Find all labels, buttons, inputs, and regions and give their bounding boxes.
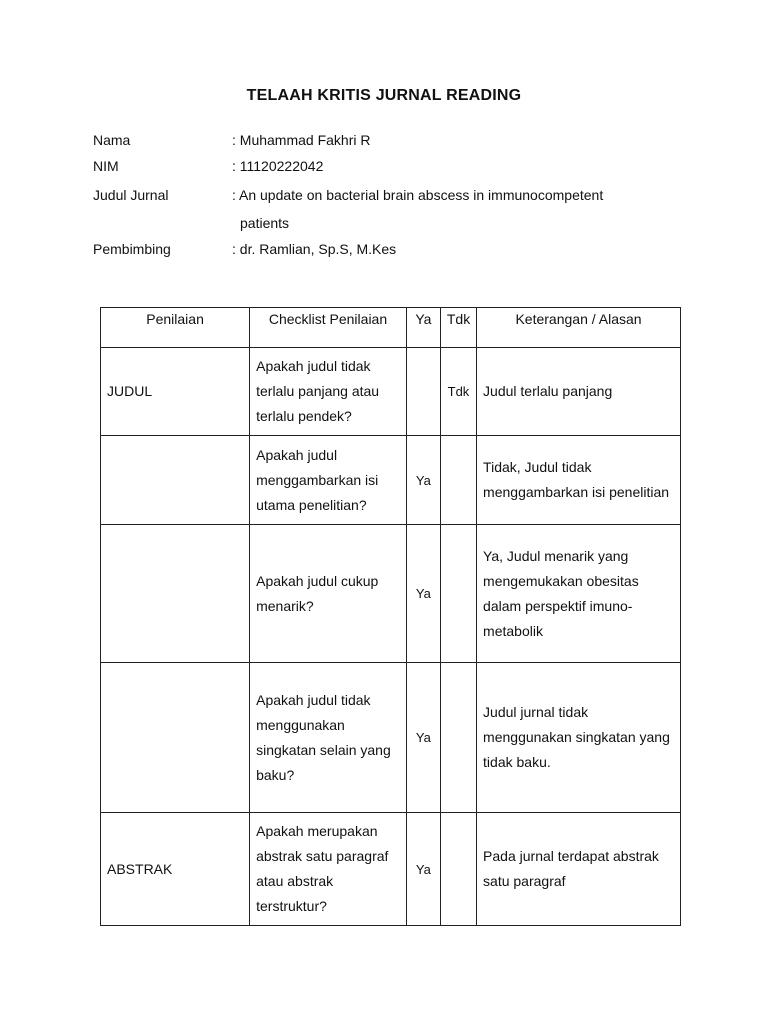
ya-cell: Ya <box>406 813 440 926</box>
criterion-cell <box>101 663 250 813</box>
document-title: TELAAH KRITIS JURNAL READING <box>246 87 522 104</box>
note-cell: Tidak, Judul tidak menggambarkan isi penelitian <box>477 436 681 525</box>
tdk-cell <box>440 813 476 926</box>
note-cell: Judul jurnal tidak menggunakan singkatan yang tidak baku. <box>477 663 681 813</box>
question-cell: Apakah judul tidak menggunakan singkatan selain yang baku? <box>250 663 407 813</box>
header-keterangan: Keterangan / Alasan <box>477 308 681 348</box>
ya-cell: Ya <box>406 525 440 663</box>
criterion-cell <box>101 436 250 525</box>
header-ya: Ya <box>406 308 440 348</box>
tdk-cell <box>440 436 476 525</box>
pembimbing-value: : dr. Ramlian, Sp.S, M.Kes <box>232 241 397 257</box>
criterion-cell: ABSTRAK <box>101 813 250 926</box>
header-tdk: Tdk <box>440 308 476 348</box>
question-cell: Apakah judul cukup menarik? <box>250 525 407 663</box>
assessment-table <box>100 307 681 926</box>
table-row <box>101 525 681 663</box>
judul-jurnal-label: Judul Jurnal <box>93 187 169 203</box>
table-header-row <box>101 308 681 348</box>
header-checklist: Checklist Penilaian <box>250 308 407 348</box>
judul-jurnal-value-continued: patients <box>240 215 290 231</box>
tdk-cell: Tdk <box>440 348 476 436</box>
judul-jurnal-value: : An update on bacterial brain abscess in immunocompetent <box>232 187 604 203</box>
ya-cell <box>406 348 440 436</box>
question-cell: Apakah judul menggambarkan isi utama penelitian? <box>250 436 407 525</box>
note-cell: Pada jurnal terdapat abstrak satu paragraf <box>477 813 681 926</box>
tdk-cell <box>440 525 476 663</box>
pembimbing-label: Pembimbing <box>93 241 171 257</box>
ya-cell: Ya <box>406 436 440 525</box>
criterion-cell: JUDUL <box>101 348 250 436</box>
ya-cell: Ya <box>406 663 440 813</box>
header-penilaian: Penilaian <box>101 308 250 348</box>
table-row <box>101 348 681 436</box>
note-cell: Ya, Judul menarik yang mengemukakan obesitas dalam perspektif imuno-metabolik <box>477 525 681 663</box>
question-cell: Apakah judul tidak terlalu panjang atau terlalu pendek? <box>250 348 407 436</box>
criterion-cell <box>101 525 250 663</box>
table-row <box>101 436 681 525</box>
nim-value: : 11120222042 <box>232 158 324 174</box>
question-cell: Apakah merupakan abstrak satu paragraf atau abstrak terstruktur? <box>250 813 407 926</box>
table-row <box>101 663 681 813</box>
note-cell: Judul terlalu panjang <box>477 348 681 436</box>
nama-label: Nama <box>93 132 131 148</box>
nim-label: NIM <box>93 158 119 174</box>
nama-value: : Muhammad Fakhri R <box>232 132 371 148</box>
tdk-cell <box>440 663 476 813</box>
table-row <box>101 813 681 926</box>
